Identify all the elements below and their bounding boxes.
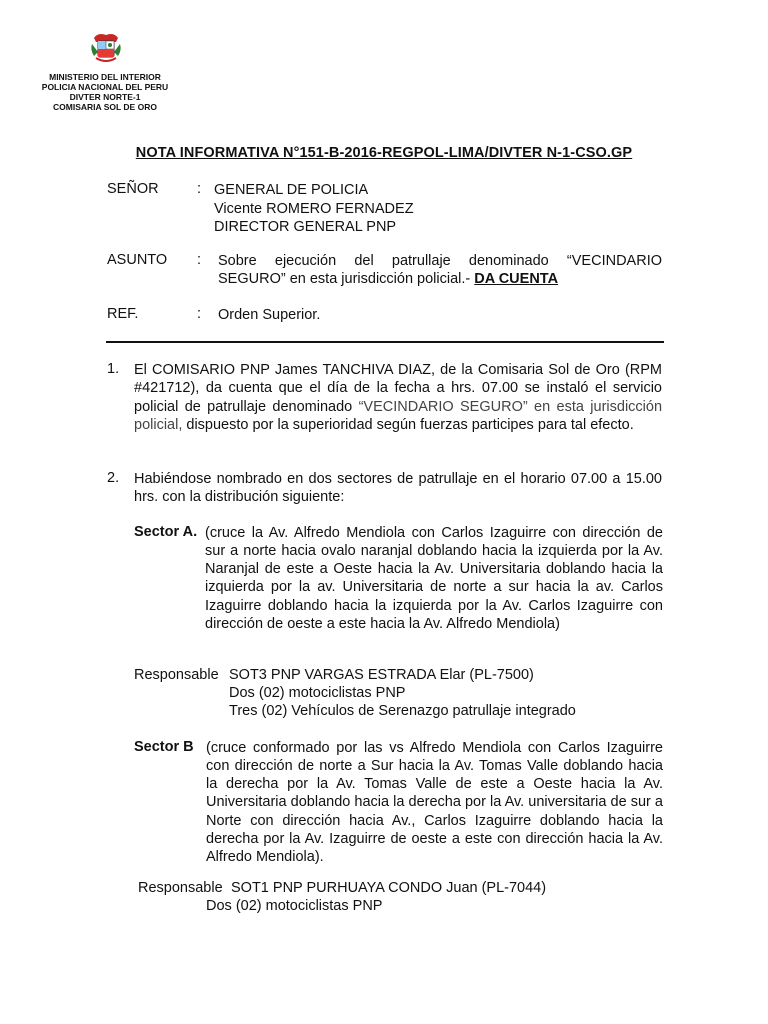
senor-colon: : xyxy=(197,181,202,197)
org-line: DIVTER NORTE-1 xyxy=(69,92,141,102)
divider xyxy=(106,341,664,343)
para-2-number: 2. xyxy=(107,470,120,486)
sector-b-responsible-label: Responsable xyxy=(138,880,223,896)
sector-a-resource: Dos (02) motociclistas PNP xyxy=(229,685,406,701)
sector-b-title: Sector B xyxy=(134,739,194,755)
sector-a-body: sur a norte hacia ovalo naranjal doblando hacia la izquierda por la Av. Naranjal de este a Oeste hacia la Av. Universitaria doblando hacia la izquierda por la av. Universitaria de norte a sur hacia la av. Carlos Izaguirre doblando hacia la izquierda por la Av. Carlos Izaguirre con dirección de oeste a este hacia la Av. Alfredo Mendiola) xyxy=(205,543,663,632)
para-2: Habiéndose nombrado en dos sectores de patrullaje en el horario 07.00 a 15.00 hrs. con la distribución siguiente: xyxy=(134,471,662,506)
asunto-emphasis: DA CUENTA xyxy=(474,271,559,287)
para-1-text: El COMISARIO PNP James TANCHIVA DIAZ, de la Comisaria Sol de Oro (RPM #421712), da cuenta que el día de la fecha a hrs. 07.00 se instaló el servicio policial de patrullaje denominado xyxy=(134,362,662,415)
asunto-text: SEGURO” en esta jurisdicción policial.- xyxy=(218,271,471,287)
ref-value: Orden Superior. xyxy=(218,307,321,323)
sector-a-first-line: (cruce la Av. Alfredo Mendiola con Carlos Izaguirre con dirección de xyxy=(205,525,663,541)
para-1-text-end: dispuesto por la superioridad según fuerzas participes para tal efecto. xyxy=(186,417,634,434)
document-title: NOTA INFORMATIVA N°151-B-2016-REGPOL-LIMA/DIVTER N-1-CSO.GP xyxy=(135,145,633,161)
senor-line: DIRECTOR GENERAL PNP xyxy=(214,219,397,235)
para-1-number: 1. xyxy=(107,361,120,377)
senor-label: SEÑOR xyxy=(107,181,159,197)
org-line: COMISARIA SOL DE ORO xyxy=(53,102,157,112)
asunto-line-2 xyxy=(218,270,558,289)
senor-value xyxy=(214,181,414,237)
para-1 xyxy=(134,361,662,435)
sector-a-responsible-label: Responsable xyxy=(134,667,219,683)
asunto-colon: : xyxy=(197,252,202,268)
sector-b-first-line: (cruce conformado por las vs Alfredo Mendiola con Carlos Izaguirre xyxy=(206,740,663,756)
sector-a-responsible: SOT3 PNP VARGAS ESTRADA Elar (PL-7500) xyxy=(229,667,534,683)
senor-line: GENERAL DE POLICIA xyxy=(214,182,369,198)
sector-b-resource: Dos (02) motociclistas PNP xyxy=(206,898,383,914)
ref-colon: : xyxy=(197,306,202,322)
org-line: MINISTERIO DEL INTERIOR xyxy=(49,72,161,82)
org-line: POLICIA NACIONAL DEL PERU xyxy=(41,82,169,92)
senor-line: Vicente ROMERO FERNADEZ xyxy=(214,200,414,217)
sector-b-body: con dirección de norte a Sur hacia la Av. Tomas Valle doblando hacia la derecha por la Av. Tomas Valle de este a Oeste hacia la Av. Universitaria doblando hacia la derecha por la Av. universitaria de sur a Norte con dirección hacia Av., Carlos Izaguirre doblando hacia la derecha por la Av. Izaguirre de oeste a este con dirección hacia la Av. Alfredo Mendiola). xyxy=(206,758,663,866)
asunto-label: ASUNTO xyxy=(107,252,168,268)
issuing-organization xyxy=(40,72,170,112)
ref-label: REF. xyxy=(107,306,139,322)
sector-a-title: Sector A. xyxy=(134,524,198,540)
para-1-highlight: “VECINDARIO SEGURO” en esta jurisdicción policial, xyxy=(134,398,663,434)
sector-a-resource: Tres (02) Vehículos de Serenazgo patrullaje integrado xyxy=(229,703,576,719)
sector-b-responsible: SOT1 PNP PURHUAYA CONDO Juan (PL-7044) xyxy=(231,880,547,896)
asunto-line-1: Sobre ejecución del patrullaje denominado “VECINDARIO xyxy=(218,253,662,269)
national-crest-icon xyxy=(88,30,124,66)
